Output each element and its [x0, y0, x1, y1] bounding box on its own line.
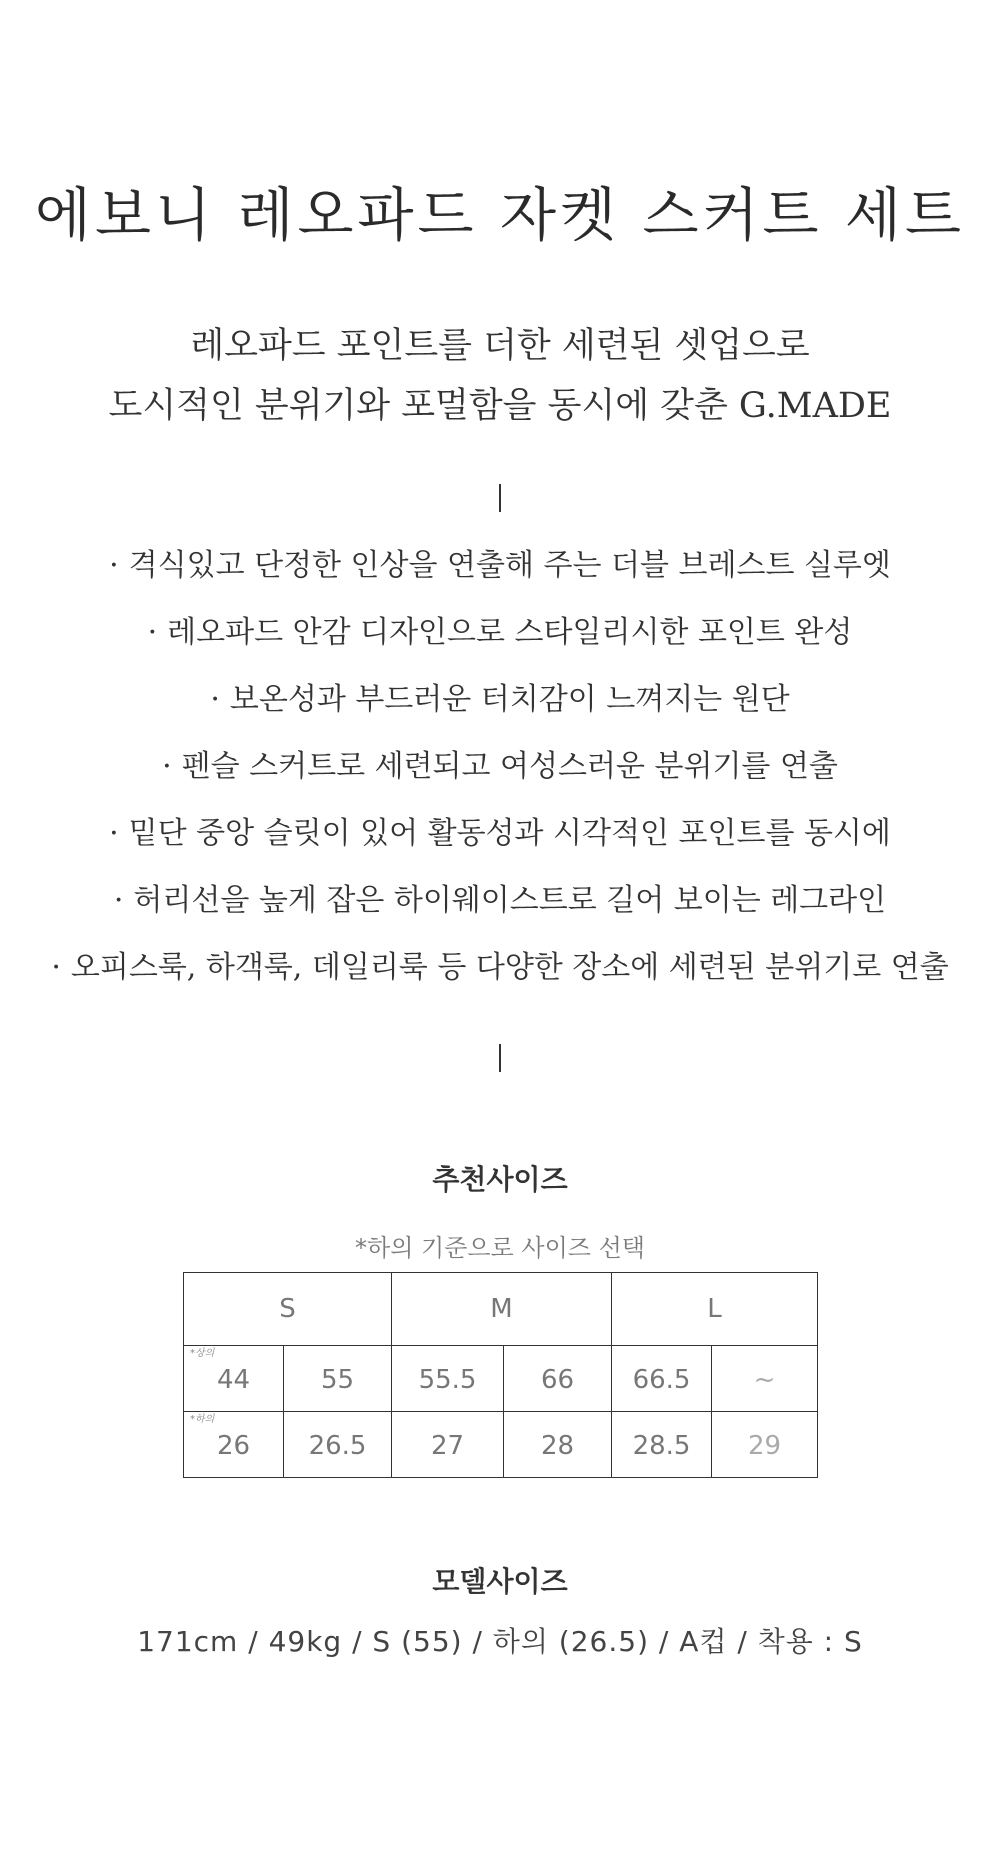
model-size-title: 모델사이즈	[432, 1565, 568, 1598]
size-cell: 55.5	[392, 1346, 504, 1412]
feature-text: 격식있고 단정한 인상을 연출해 주는 더블 브레스트 실루엣	[128, 548, 891, 583]
size-cell	[184, 1412, 284, 1478]
subtitle-line-1: 레오파드 포인트를 더한 세련된 셋업으로	[190, 326, 810, 366]
model-size-info: 171cm / 49kg / S (55) / 하의 (26.5) / A컵 / 착용 : S	[137, 1625, 863, 1658]
size-value: 26	[216, 1431, 251, 1461]
size-cell: 26.5	[284, 1412, 392, 1478]
feature-item	[0, 674, 1000, 741]
vertical-divider	[499, 484, 501, 512]
bullet-dot: ·	[113, 883, 124, 918]
size-header-row	[184, 1273, 818, 1346]
size-note: *하의 기준으로 사이즈 선택	[355, 1234, 645, 1262]
size-cell: 55	[284, 1346, 392, 1412]
feature-item	[0, 607, 1000, 674]
feature-text: 보온성과 부드러운 터치감이 느껴지는 원단	[229, 682, 790, 717]
feature-item	[0, 808, 1000, 875]
size-cell: 66	[504, 1346, 612, 1412]
bullet-dot: ·	[147, 615, 158, 650]
size-cell: 29	[712, 1412, 818, 1478]
bottom-label: *하의	[190, 1414, 215, 1425]
size-cell: 28.5	[612, 1412, 712, 1478]
bottom-size-row	[184, 1412, 818, 1478]
size-cell: 27	[392, 1412, 504, 1478]
bullet-dot: ·	[109, 548, 119, 583]
size-header-m: M	[392, 1273, 612, 1346]
feature-item	[0, 741, 1000, 808]
bullet-dot: ·	[162, 749, 172, 784]
bullet-dot: ·	[51, 950, 61, 985]
size-cell: 66.5	[612, 1346, 712, 1412]
size-value: 44	[216, 1365, 251, 1395]
size-cell	[184, 1346, 284, 1412]
size-table	[183, 1272, 818, 1478]
size-cell: ~	[712, 1346, 818, 1412]
feature-text: 레오파드 안감 디자인으로 스타일리시한 포인트 완성	[167, 615, 853, 650]
bullet-dot: ·	[109, 816, 119, 851]
feature-item	[0, 942, 1000, 1009]
feature-text: 허리선을 높게 잡은 하이웨이스트로 길어 보이는 레그라인	[133, 883, 887, 918]
size-header-s: S	[184, 1273, 392, 1346]
feature-text: 밑단 중앙 슬릿이 있어 활동성과 시각적인 포인트를 동시에	[128, 816, 891, 851]
subtitle-line-2: 도시적인 분위기와 포멀함을 동시에 갖춘 G.MADE	[108, 386, 892, 426]
bullet-dot: ·	[210, 682, 220, 717]
size-header-l: L	[612, 1273, 818, 1346]
feature-text: 오피스룩, 하객룩, 데일리룩 등 다양한 장소에 세련된 분위기로 연출	[70, 950, 949, 985]
feature-item	[0, 875, 1000, 942]
feature-item	[0, 540, 1000, 607]
vertical-divider	[499, 1044, 501, 1072]
size-cell: 28	[504, 1412, 612, 1478]
top-label: *상의	[190, 1348, 215, 1359]
top-size-row	[184, 1346, 818, 1412]
product-title: 에보니 레오파드 자켓 스커트 세트	[34, 181, 966, 249]
recommended-size-title: 추천사이즈	[432, 1163, 568, 1196]
feature-text: 펜슬 스커트로 세련되고 여성스러운 분위기를 연출	[181, 749, 838, 784]
feature-list	[0, 540, 1000, 1009]
